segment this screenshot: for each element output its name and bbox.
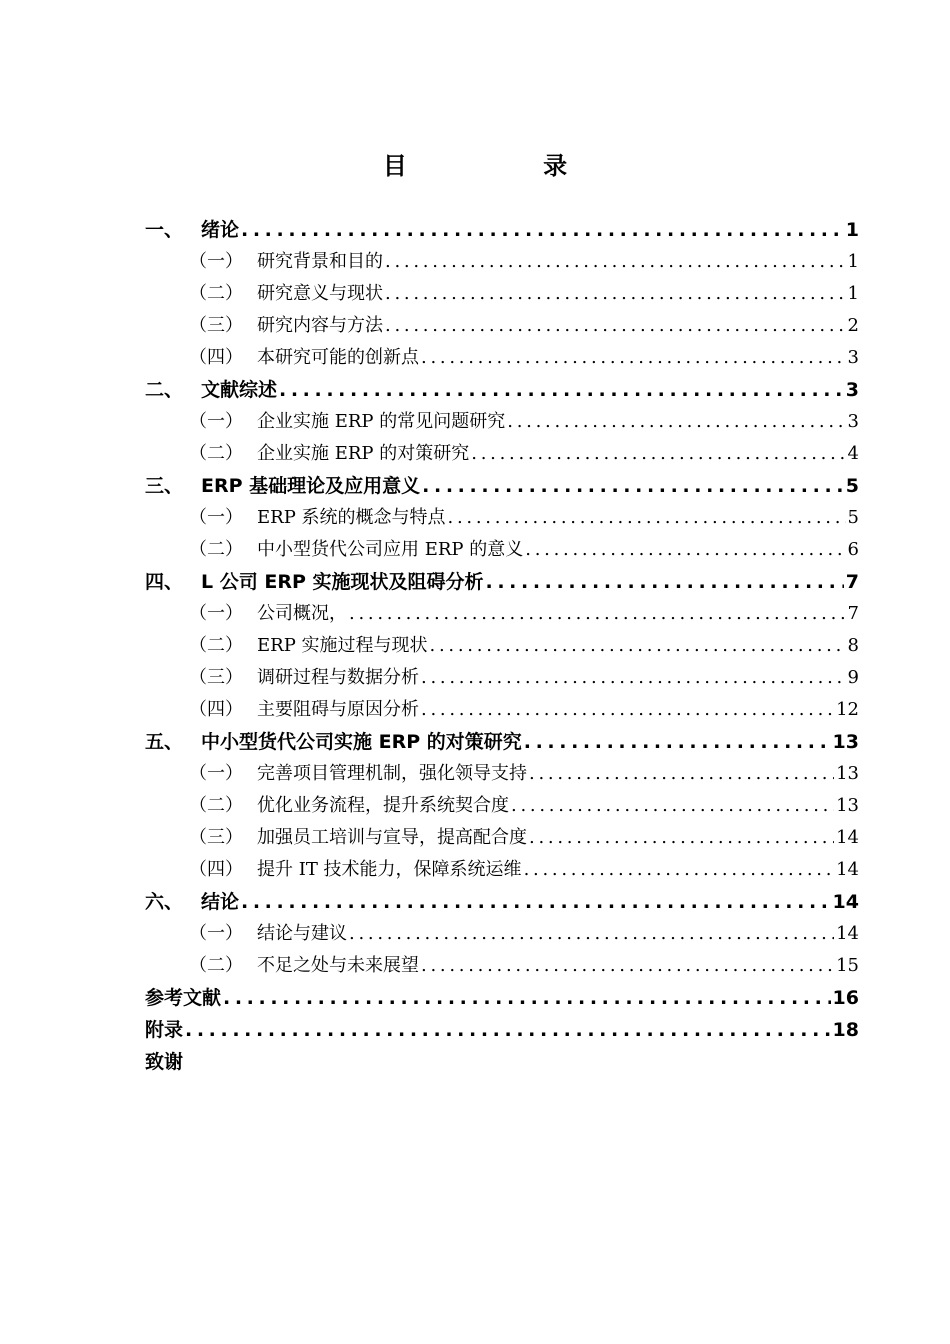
toc-section-entry[interactable] (145, 310, 859, 342)
toc-chapter-entry[interactable] (145, 1046, 859, 1078)
toc-dot-leader (524, 726, 831, 758)
toc-dot-leader (185, 1014, 831, 1046)
toc-section-entry[interactable] (145, 534, 859, 566)
toc-page-number: 1 (847, 251, 859, 272)
toc-entry-title: 优化业务流程，提升系统契合度 (257, 795, 509, 816)
toc-page-number: 5 (847, 507, 859, 528)
toc-entry-title: 企业实施 ERP 的对策研究 (257, 443, 470, 464)
toc-page-number: 14 (832, 891, 859, 913)
toc-section-entry[interactable] (145, 630, 859, 662)
toc-dot-leader (385, 278, 846, 310)
toc-section-entry[interactable] (145, 502, 859, 534)
toc-entry-title: 参考文献 (145, 987, 222, 1009)
toc-entry-title: 研究背景和目的 (257, 251, 383, 272)
toc-chapter-entry[interactable] (145, 886, 859, 918)
toc-entry-number: 六、 (145, 891, 184, 913)
toc-entry-number: （四） (189, 699, 243, 720)
toc-page-number: 12 (836, 699, 859, 720)
toc-dot-leader (525, 534, 845, 566)
toc-dot-leader (511, 790, 834, 822)
toc-page-number: 16 (832, 987, 859, 1009)
toc-page-number: 18 (832, 1019, 859, 1041)
toc-section-entry[interactable] (145, 598, 859, 630)
toc-section-entry[interactable] (145, 662, 859, 694)
toc-entry-number: （一） (189, 411, 243, 432)
toc-dot-leader (241, 214, 844, 246)
toc-dot-leader (385, 246, 846, 278)
toc-page-number: 14 (836, 923, 859, 944)
toc-entry-title: 本研究可能的创新点 (257, 347, 419, 368)
toc-entry-number: （一） (189, 251, 243, 272)
toc-entry-title: 中小型货代公司实施 ERP 的对策研究 (201, 731, 522, 753)
toc-section-entry[interactable] (145, 854, 859, 886)
toc-entry-number: （三） (189, 315, 243, 336)
toc-page-number: 6 (847, 539, 859, 560)
toc-section-entry[interactable] (145, 438, 859, 470)
toc-page-number: 5 (845, 475, 859, 497)
toc-dot-leader (421, 694, 834, 726)
toc-entry-number: 一、 (145, 219, 184, 241)
toc-section-entry[interactable] (145, 950, 859, 982)
toc-entry-number: 五、 (145, 731, 184, 753)
toc-dot-leader (241, 886, 831, 918)
toc-dot-leader (524, 854, 835, 886)
toc-entry-number: 二、 (145, 379, 184, 401)
toc-dot-leader (421, 342, 846, 374)
toc-entry-title: 完善项目管理机制，强化领导支持 (257, 763, 527, 784)
toc-chapter-entry[interactable] (145, 1014, 859, 1046)
toc-entry-number: （二） (189, 283, 243, 304)
toc-page-number: 9 (847, 667, 859, 688)
toc-section-entry[interactable] (145, 790, 859, 822)
toc-section-entry[interactable] (145, 758, 859, 790)
toc-entry-title: 致谢 (145, 1051, 184, 1073)
toc-entry-number: （一） (189, 763, 243, 784)
toc-entry-title: 研究内容与方法 (257, 315, 383, 336)
toc-entry-title: 加强员工培训与宣导，提高配合度 (257, 827, 527, 848)
toc-entry-number: （二） (189, 539, 243, 560)
toc-entry-title: 文献综述 (201, 379, 278, 401)
toc-page-number: 3 (847, 411, 859, 432)
toc-entry-number: 三、 (145, 475, 184, 497)
toc-page-number: 1 (845, 219, 859, 241)
toc-entry-number: （二） (189, 443, 243, 464)
toc-dot-leader (421, 950, 834, 982)
toc-entry-number: （三） (189, 827, 243, 848)
toc-dot-leader (430, 630, 846, 662)
toc-dot-leader (529, 758, 834, 790)
toc-page-number: 2 (847, 315, 859, 336)
toc-page-number: 15 (836, 955, 859, 976)
toc-entry-number: （二） (189, 795, 243, 816)
toc-dot-leader (349, 598, 846, 630)
toc-page-number: 7 (845, 571, 859, 593)
table-of-contents (145, 214, 859, 1078)
toc-entry-title: 企业实施 ERP 的常见问题研究 (257, 411, 506, 432)
toc-dot-leader (279, 374, 844, 406)
toc-entry-number: （二） (189, 635, 243, 656)
toc-entry-number: （一） (189, 507, 243, 528)
toc-dot-leader (529, 822, 834, 854)
toc-section-entry[interactable] (145, 918, 859, 950)
toc-entry-title: 不足之处与未来展望 (257, 955, 419, 976)
toc-entry-title: ERP 系统的概念与特点 (257, 507, 446, 528)
toc-entry-title: 结论 (201, 891, 240, 913)
toc-page-number: 13 (836, 795, 859, 816)
toc-page-number: 4 (847, 443, 859, 464)
toc-entry-title: L 公司 ERP 实施现状及阻碍分析 (201, 571, 484, 593)
toc-chapter-entry[interactable] (145, 566, 859, 598)
toc-entry-title: ERP 基础理论及应用意义 (201, 475, 421, 497)
toc-entry-title: 研究意义与现状 (257, 283, 383, 304)
toc-entry-number: （四） (189, 347, 243, 368)
toc-entry-number: （二） (189, 955, 243, 976)
toc-chapter-entry[interactable] (145, 470, 859, 502)
toc-section-entry[interactable] (145, 342, 859, 374)
toc-chapter-entry[interactable] (145, 214, 859, 246)
toc-page-number: 7 (847, 603, 859, 624)
toc-entry-title: 调研过程与数据分析 (257, 667, 419, 688)
toc-page-number: 1 (847, 283, 859, 304)
toc-entry-title: 主要阻碍与原因分析 (257, 699, 419, 720)
toc-chapter-entry[interactable] (145, 726, 859, 758)
toc-dot-leader (422, 470, 844, 502)
toc-entry-number: （三） (189, 667, 243, 688)
toc-chapter-entry[interactable] (145, 982, 859, 1014)
toc-entry-title: 附录 (145, 1019, 184, 1041)
toc-page-number: 3 (847, 347, 859, 368)
toc-page-number: 14 (836, 827, 859, 848)
toc-page-number: 8 (847, 635, 859, 656)
toc-entry-title: 结论与建议 (257, 923, 347, 944)
toc-title: 目 录 (382, 152, 632, 180)
toc-page-number: 13 (832, 731, 859, 753)
toc-dot-leader (349, 918, 834, 950)
toc-section-entry[interactable] (145, 822, 859, 854)
toc-entry-title: 中小型货代公司应用 ERP 的意义 (257, 539, 524, 560)
toc-entry-number: （一） (189, 923, 243, 944)
toc-page-number: 13 (836, 763, 859, 784)
toc-dot-leader (421, 662, 846, 694)
toc-dot-leader (385, 310, 846, 342)
toc-entry-title: 公司概况， (257, 603, 347, 624)
toc-dot-leader (223, 982, 831, 1014)
toc-dot-leader (448, 502, 846, 534)
toc-entry-title: ERP 实施过程与现状 (257, 635, 428, 656)
toc-entry-number: 四、 (145, 571, 184, 593)
toc-entry-title: 绪论 (201, 219, 240, 241)
toc-section-entry[interactable] (145, 406, 859, 438)
toc-entry-number: （一） (189, 603, 243, 624)
toc-chapter-entry[interactable] (145, 374, 859, 406)
toc-page-number: 3 (845, 379, 859, 401)
toc-dot-leader (471, 438, 845, 470)
toc-section-entry[interactable] (145, 246, 859, 278)
toc-entry-title: 提升 IT 技术能力，保障系统运维 (257, 859, 522, 880)
toc-entry-number: （四） (189, 859, 243, 880)
toc-page-number: 14 (836, 859, 859, 880)
toc-dot-leader (507, 406, 845, 438)
toc-dot-leader (486, 566, 844, 598)
toc-section-entry[interactable] (145, 278, 859, 310)
toc-section-entry[interactable] (145, 694, 859, 726)
